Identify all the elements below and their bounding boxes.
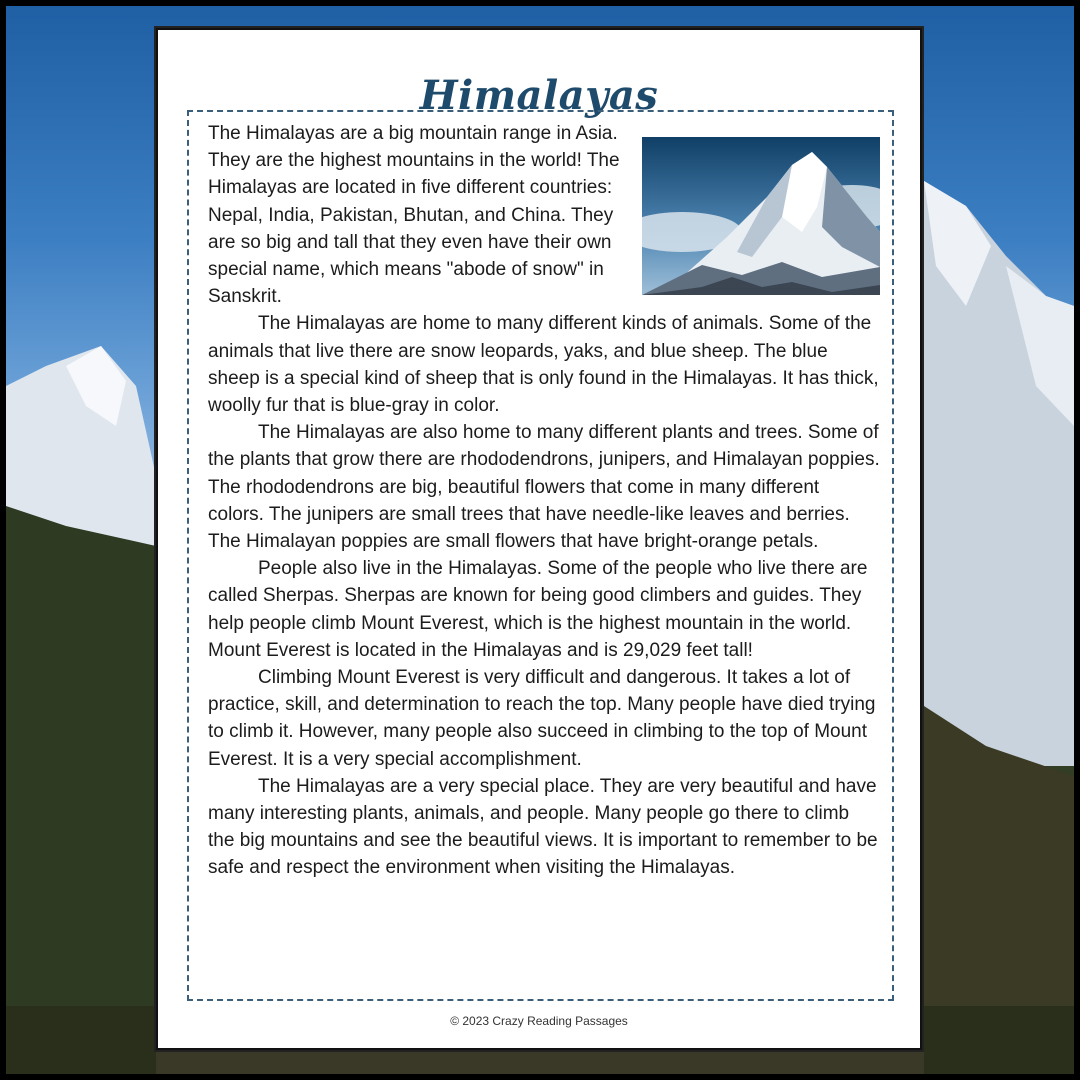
paragraph-4: People also live in the Himalayas. Some of the people who live there are called Sherpas. Sherpas are known for being good climbers and guides. They help people climb Mount Everest, which is the highest mountain in the world. Mount Everest is located in the Himalayas and is 29,029 feet tall! xyxy=(208,558,868,661)
passage-title: Himalayas xyxy=(419,72,659,119)
paragraph-1: The Himalayas are a big mountain range in Asia. They are the highest mountains in the world! The Himalayas are located in five different countries: Nepal, India, Pakistan, Bhutan, and China. They are so big and tall that they even have their own special name, which means "abode of snow" in Sanskrit. xyxy=(208,123,620,308)
copyright-footer: © 2023 Crazy Reading Passages xyxy=(450,1014,628,1028)
paragraph-5: Climbing Mount Everest is very difficult and dangerous. It takes a lot of practice, skill, and determination to reach the top. Many people have died trying to climb it. However, many people also succeed in climbing to the top of Mount Everest. It is a very special accomplishment. xyxy=(208,667,876,770)
reading-passage-page xyxy=(154,26,924,1052)
mountain-photo-image xyxy=(642,137,880,295)
paragraph-6: The Himalayas are a very special place. They are very beautiful and have many interesting plants, animals, and people. Many people go there to climb the big mountains and see the beautiful views. It is important to remember to be safe and respect the environment when visiting the Himalayas. xyxy=(208,775,878,879)
paragraph-2: The Himalayas are home to many different kinds of animals. Some of the animals that live there are snow leopards, yaks, and blue sheep. The blue sheep is a special kind of sheep that is only found in the Himalayas. It has thick, woolly fur that is blue-gray in color. xyxy=(208,313,879,417)
passage-frame xyxy=(187,110,894,1001)
passage-text xyxy=(208,120,880,882)
paragraph-3: The Himalayas are also home to many different plants and trees. Some of the plants that grow there are rhododendrons, junipers, and Himalayan poppies. The rhododendrons are big, beautiful flowers that come in many different colors. The junipers are small trees that have needle-like leaves and berries. The Himalayan poppies are small flowers that have bright-orange petals. xyxy=(208,422,880,553)
mountain-photo xyxy=(642,137,880,295)
